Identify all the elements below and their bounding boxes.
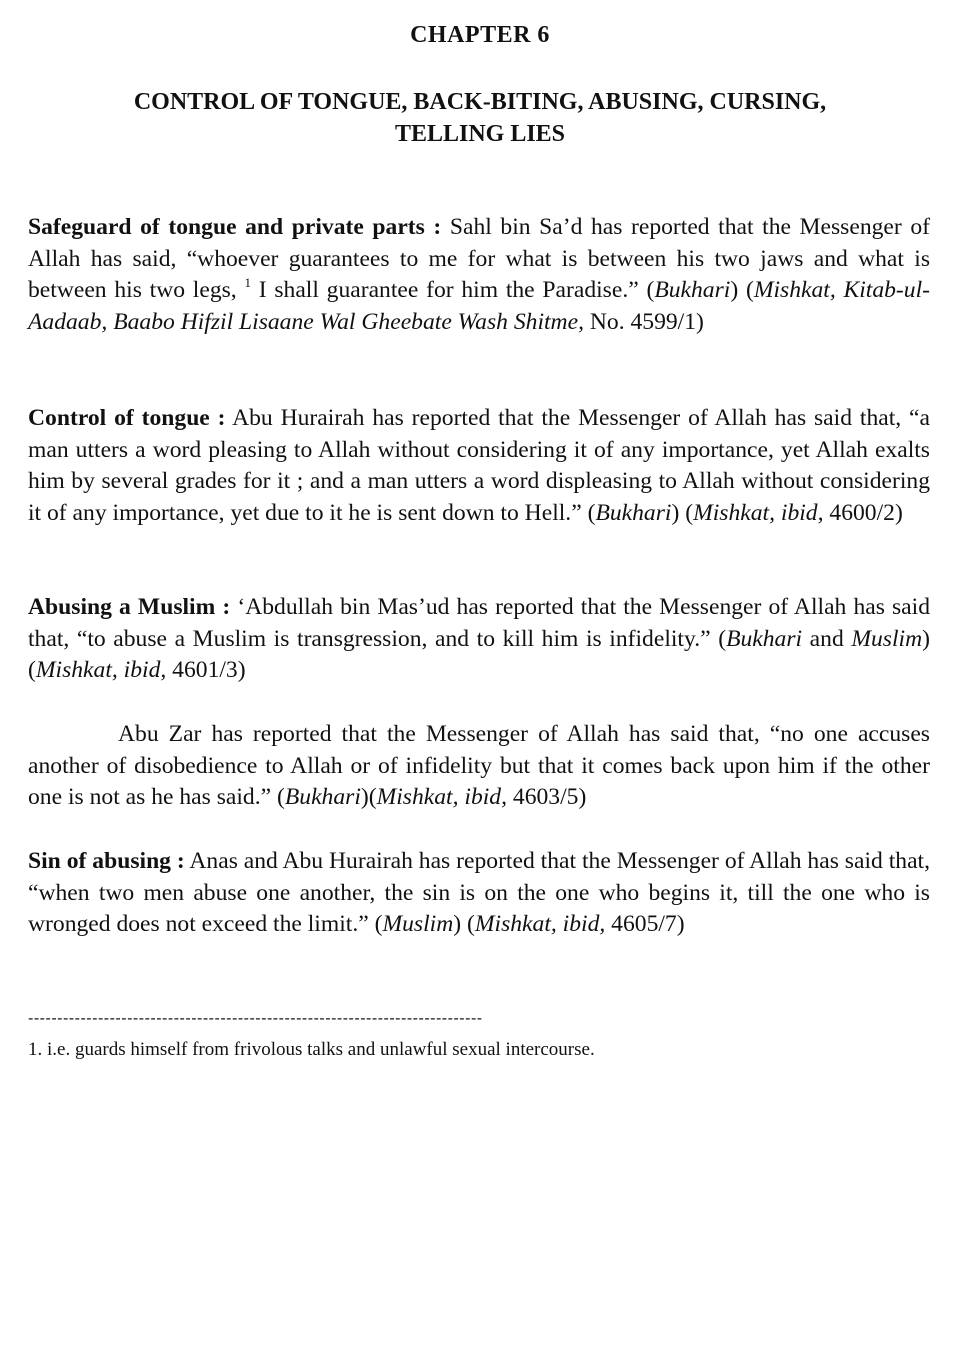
footnote-reference: 1 (244, 275, 251, 291)
paragraph-heading: Safeguard of tongue and private parts : (28, 214, 442, 240)
source-citation: Bukhari (284, 784, 361, 811)
paragraph-heading: Sin of abusing : (28, 848, 185, 874)
chapter-title (60, 86, 900, 150)
footnote: 1. i.e. guards himself from frivolous talks and unlawful sexual intercourse. (28, 1039, 595, 1060)
paragraph-text: and (802, 625, 852, 652)
source-citation: Mishkat, ibid, (35, 657, 167, 684)
paragraph-text: Anas and Abu Hurairah has reported that the Messenger of Allah has said that, “when two men abuse one another, the sin is on the one who begins it, till the one who is wronged does not exceed the limit.” ( (28, 848, 930, 938)
paragraph-text: )( (360, 784, 377, 811)
source-citation: Mishkat, ibid, (376, 784, 508, 811)
paragraph-abusing-a-muslim (28, 592, 930, 687)
footnote-separator: ------------------------------------------------------------------------------ (28, 1010, 483, 1027)
source-citation: Bukhari (726, 625, 803, 652)
source-citation: Muslim (382, 911, 454, 938)
paragraph-text: Abu Hurairah has reported that the Messenger of Allah has said that, “a man utters a word pleasing to Allah without considering it of any importance, yet Allah exalts him by several grades for it ; and a man utters a word displeasing to Allah without considering it of any importance, yet due to it he is sent down to Hell.” ( (28, 405, 930, 526)
source-citation: Mishkat, ibid, (474, 911, 606, 938)
source-citation: Mishkat, ibid, (693, 499, 824, 526)
paragraph-abu-zar (28, 719, 930, 814)
paragraph-text: ) ( (28, 625, 930, 684)
paragraph-text: Sahl bin Sa’d has reported that the Messenger of Allah has said, “whoever guarantees to me for what is between his two jaws and what is between his two legs, (28, 214, 930, 304)
source-citation: Mishkat, Kitab-ul-Aadaab, Baabo Hifzil Lisaane Wal Gheebate Wash Shitme, (28, 277, 931, 335)
paragraph-text: ) ( (671, 499, 694, 526)
paragraph-text: ) ( (730, 277, 754, 304)
paragraph-control-of-tongue (28, 403, 930, 529)
paragraph-sin-of-abusing (28, 846, 930, 941)
chapter-heading: CHAPTER 6 (410, 22, 550, 48)
paragraph-heading: Control of tongue : (28, 405, 226, 431)
paragraph-text: ) ( (453, 911, 475, 938)
paragraph-text: No. 4599/1) (583, 308, 704, 335)
source-citation: Bukhari (654, 277, 731, 304)
source-citation: Muslim (851, 625, 923, 652)
paragraph-text: ‘Abdullah bin Mas’ud has reported that the Messenger of Allah has said that, “to abuse a Muslim is transgression, and to kill him is infidelity.” ( (28, 594, 931, 652)
paragraph-text: 4603/5) (507, 784, 587, 811)
paragraph-heading: Abusing a Muslim : (28, 594, 231, 620)
paragraph-safeguard (28, 212, 930, 338)
paragraph-text: 4600/2) (823, 499, 903, 526)
paragraph-text: 4601/3) (166, 657, 246, 684)
paragraph-text: 4605/7) (605, 911, 685, 938)
source-citation: Bukhari (595, 499, 672, 526)
paragraph-text: I shall guarantee for him the Paradise.” ( (250, 277, 655, 304)
chapter-title-line: TELLING LIES (394, 121, 566, 147)
chapter-title-line: CONTROL OF TONGUE, BACK-BITING, ABUSING, CURSING, (133, 89, 827, 115)
paragraph-text: Abu Zar has reported that the Messenger of Allah has said that, “no one accuses another of disobedience to Allah or of infidelity but that it comes back upon him if the other one is not as he has said.” ( (28, 721, 930, 811)
